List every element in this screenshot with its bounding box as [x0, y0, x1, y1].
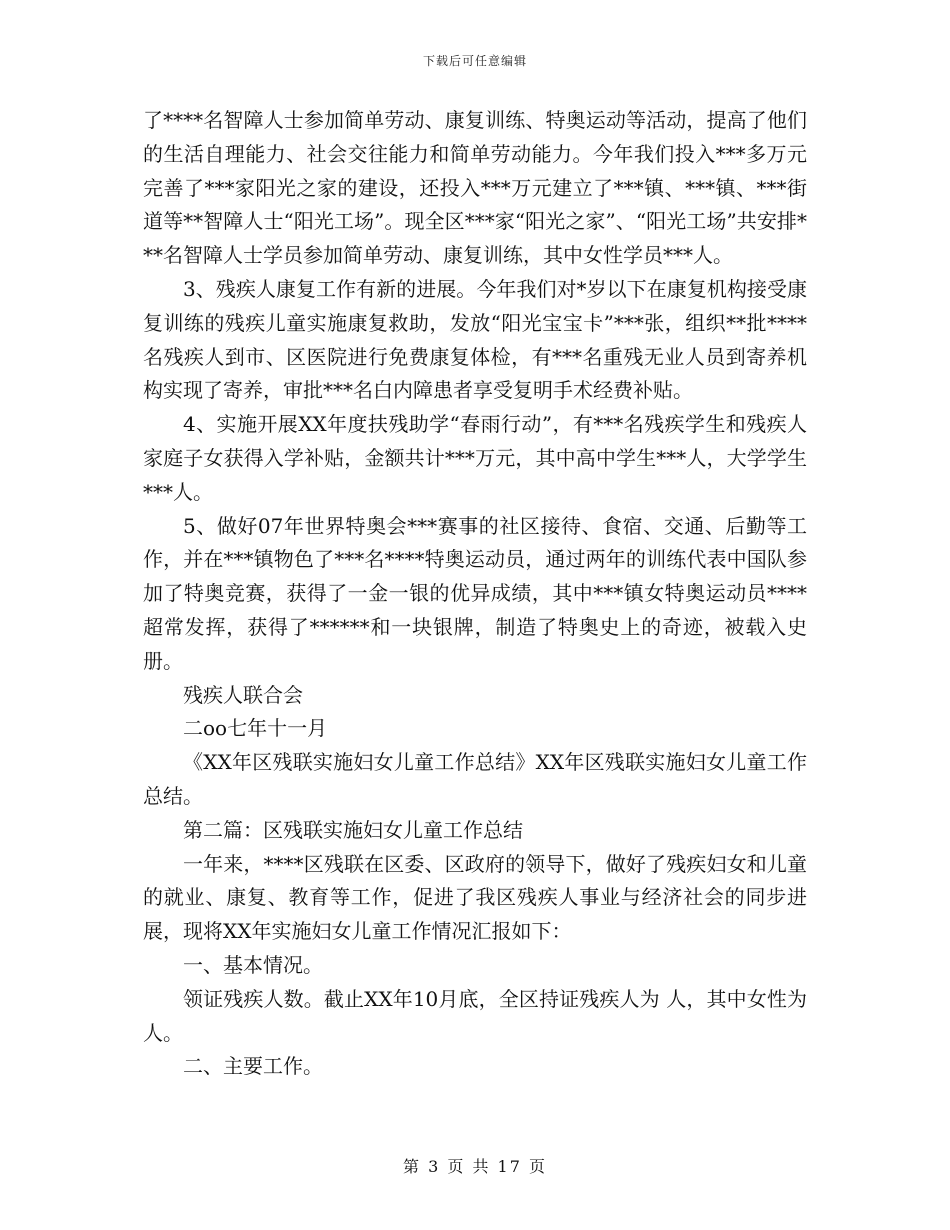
- paragraph: 领证残疾人数。截止XX年10月底，全区持证残疾人为 人，其中女性为 人。: [143, 986, 807, 1045]
- signature-date: 二oo七年十一月: [183, 716, 328, 741]
- document-body: [143, 104, 807, 1084]
- section-heading: 一、基本情况。: [183, 952, 323, 977]
- page-header: 下载后可任意编辑: [422, 54, 527, 68]
- section-heading: 二、主要工作。: [183, 1054, 323, 1079]
- paragraph: 了****名智障人士参加简单劳动、康复训练、特奥运动等活动，提高了他们的生活自理能力、社会交往能力和简单劳动能力。今年我们投入***多万元完善了***家阳光之家的建设，还投入***万元建立了***镇、***镇、***街道等**智障人士“阳光工场”。现全区***家“阳光之家”、“阳光工场”共安排***名智障人士学员参加简单劳动、康复训练，其中女性学员***人。: [143, 108, 807, 268]
- paragraph: 5、做好07年世界特奥会***赛事的社区接待、食宿、交通、后勤等工作，并在***镇物色了***名****特奥运动员，通过两年的训练代表中国队参加了特奥竞赛，获得了一金一银的优异成绩，其中***镇女特奥运动员****超常发挥，获得了******和一块银牌，制造了特奥史上的奇迹，被载入史册。: [143, 513, 807, 673]
- page-number: 第 3 页 共 17 页: [403, 1157, 547, 1176]
- paragraph: 4、实施开展XX年度扶残助学“春雨行动”，有***名残疾学生和残疾人家庭子女获得入学补贴，金额共计***万元，其中高中学生***人，大学学生***人。: [143, 412, 807, 504]
- paragraph: 3、残疾人康复工作有新的进展。今年我们对*岁以下在康复机构接受康复训练的残疾儿童实施康复救助，发放“阳光宝宝卡”***张，组织**批****名残疾人到市、区医院进行免费康复体检，有***名重残无业人员到寄养机构实现了寄养，审批***名白内障患者享受复明手术经费补贴。: [143, 276, 807, 403]
- signature-organization: 残疾人联合会: [183, 682, 303, 707]
- paragraph: 一年来，****区残联在区委、区政府的领导下，做好了残疾妇女和儿童的就业、康复、教育等工作，促进了我区残疾人事业与经济社会的同步进展，现将XX年实施妇女儿童工作情况汇报如下：: [143, 851, 807, 944]
- section-heading: 第二篇：区残联实施妇女儿童工作总结: [183, 817, 523, 842]
- paragraph: 《XX年区残联实施妇女儿童工作总结》XX年区残联实施妇女儿童工作总结。: [143, 750, 807, 808]
